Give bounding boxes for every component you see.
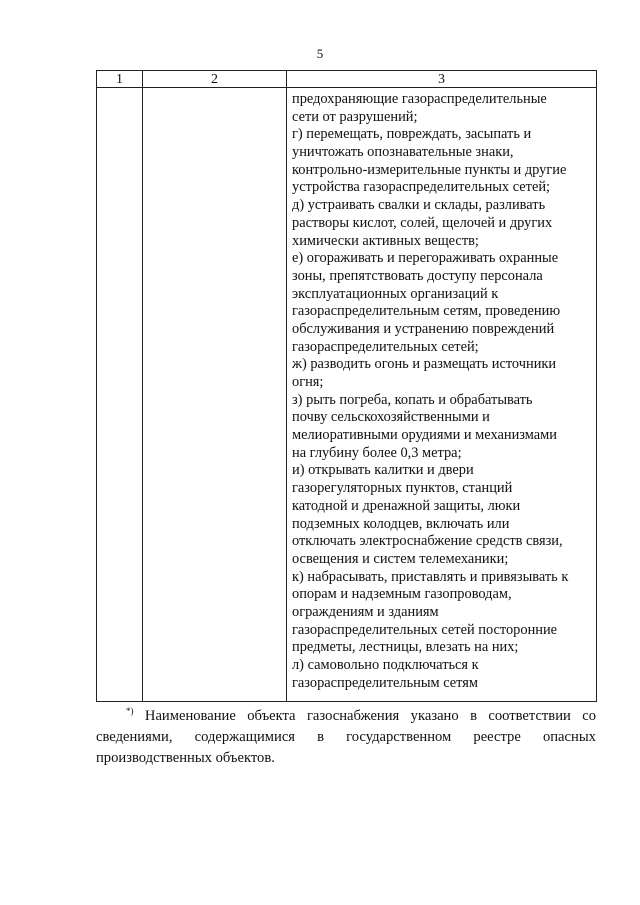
- cell-text-line: почву сельскохозяйственными и: [292, 409, 490, 426]
- column-header-2: 2: [143, 71, 287, 88]
- table-row: [97, 88, 597, 702]
- footnote-line-2: [96, 727, 596, 748]
- cell-text-line: л) самовольно подключаться к: [292, 657, 479, 673]
- cell-text-line: предохраняющие газораспределительные: [292, 91, 547, 107]
- cell-text-line: е) огораживать и перегораживать охранные: [292, 250, 559, 267]
- column-header-1: 1: [97, 71, 143, 88]
- cell-text-line: и) открывать калитки и двери: [292, 462, 474, 479]
- page-number: 5: [316, 46, 324, 61]
- table-cell-col3: [287, 88, 597, 702]
- footnote-marker: *): [126, 706, 134, 717]
- cell-text-line: уничтожать опознавательные знаки,: [292, 144, 514, 161]
- table-cell-col2: [143, 88, 287, 702]
- cell-text-line: газораспределительных сетей посторонние: [292, 621, 558, 638]
- cell-text-line: з) рыть погреба, копать и обрабатывать: [292, 391, 533, 408]
- cell-text-line: отключать электроснабжение средств связи,: [292, 533, 563, 550]
- cell-text-line: газорегуляторных пунктов, станций: [292, 480, 513, 497]
- cell-text-line: г) перемещать, повреждать, засыпать и: [292, 126, 532, 143]
- footnote-line-1: [96, 706, 596, 727]
- footnote-word: сведениями,: [96, 729, 173, 745]
- cell-text-line: газораспределительным сетям, проведению: [292, 303, 561, 320]
- footnote-word: опасных: [542, 729, 596, 745]
- footnote-line-3: производственных объектов.: [96, 750, 275, 766]
- cell-text-line: газораспределительным сетям: [292, 674, 479, 691]
- cell-text-line: контрольно-измерительные пункты и другие: [292, 161, 567, 178]
- cell-text-line: предметы, лестницы, влезать на них;: [292, 639, 519, 656]
- cell-text-line: обслуживания и устранению повреждений: [292, 320, 555, 337]
- column-header-3: 3: [287, 71, 597, 88]
- cell-text-line: к) набрасывать, приставлять и привязывать к: [292, 568, 569, 585]
- cell-text-line: устройства газораспределительных сетей;: [292, 179, 551, 196]
- cell-text-line: на глубину более 0,3 метра;: [292, 444, 462, 461]
- cell-text-line: эксплуатационных организаций к: [292, 285, 499, 302]
- cell-text-line: подземных колодцев, включать или: [292, 515, 510, 532]
- requirements-table: [96, 70, 597, 702]
- footnote-word: содержащимися: [194, 729, 296, 745]
- cell-text-line: сети от разрушений;: [292, 108, 418, 125]
- cell-text-line: опорам и надземным газопроводам,: [292, 586, 512, 603]
- cell-text-line: газораспределительных сетей;: [292, 338, 479, 355]
- cell-text-line: мелиоративными орудиями и механизмами: [292, 427, 557, 444]
- cell-text-line: ж) разводить огонь и размещать источники: [292, 356, 557, 373]
- table-cell-col1: [97, 88, 143, 702]
- cell-text-line: освещения и систем телемеханики;: [292, 550, 509, 567]
- cell-text-line: зоны, препятствовать доступу персонала: [292, 267, 543, 284]
- cell-text-line: огня;: [292, 374, 324, 390]
- cell-text-line: ограждениям и зданиям: [292, 603, 439, 620]
- footnote-word: реестре: [473, 729, 521, 745]
- footnote-text-1: Наименование объекта газоснабжения указано в соответствии со: [144, 708, 596, 724]
- cell-text-line: растворы кислот, солей, щелочей и других: [292, 214, 553, 231]
- footnote-word: государственном: [346, 729, 452, 745]
- table-header-row: [97, 71, 597, 88]
- cell-text-line: д) устраивать свалки и склады, разливать: [292, 197, 546, 214]
- footnote-word: в: [317, 729, 325, 745]
- cell-text-line: катодной и дренажной защиты, люки: [292, 497, 521, 514]
- cell-text-line: химически активных веществ;: [292, 232, 479, 249]
